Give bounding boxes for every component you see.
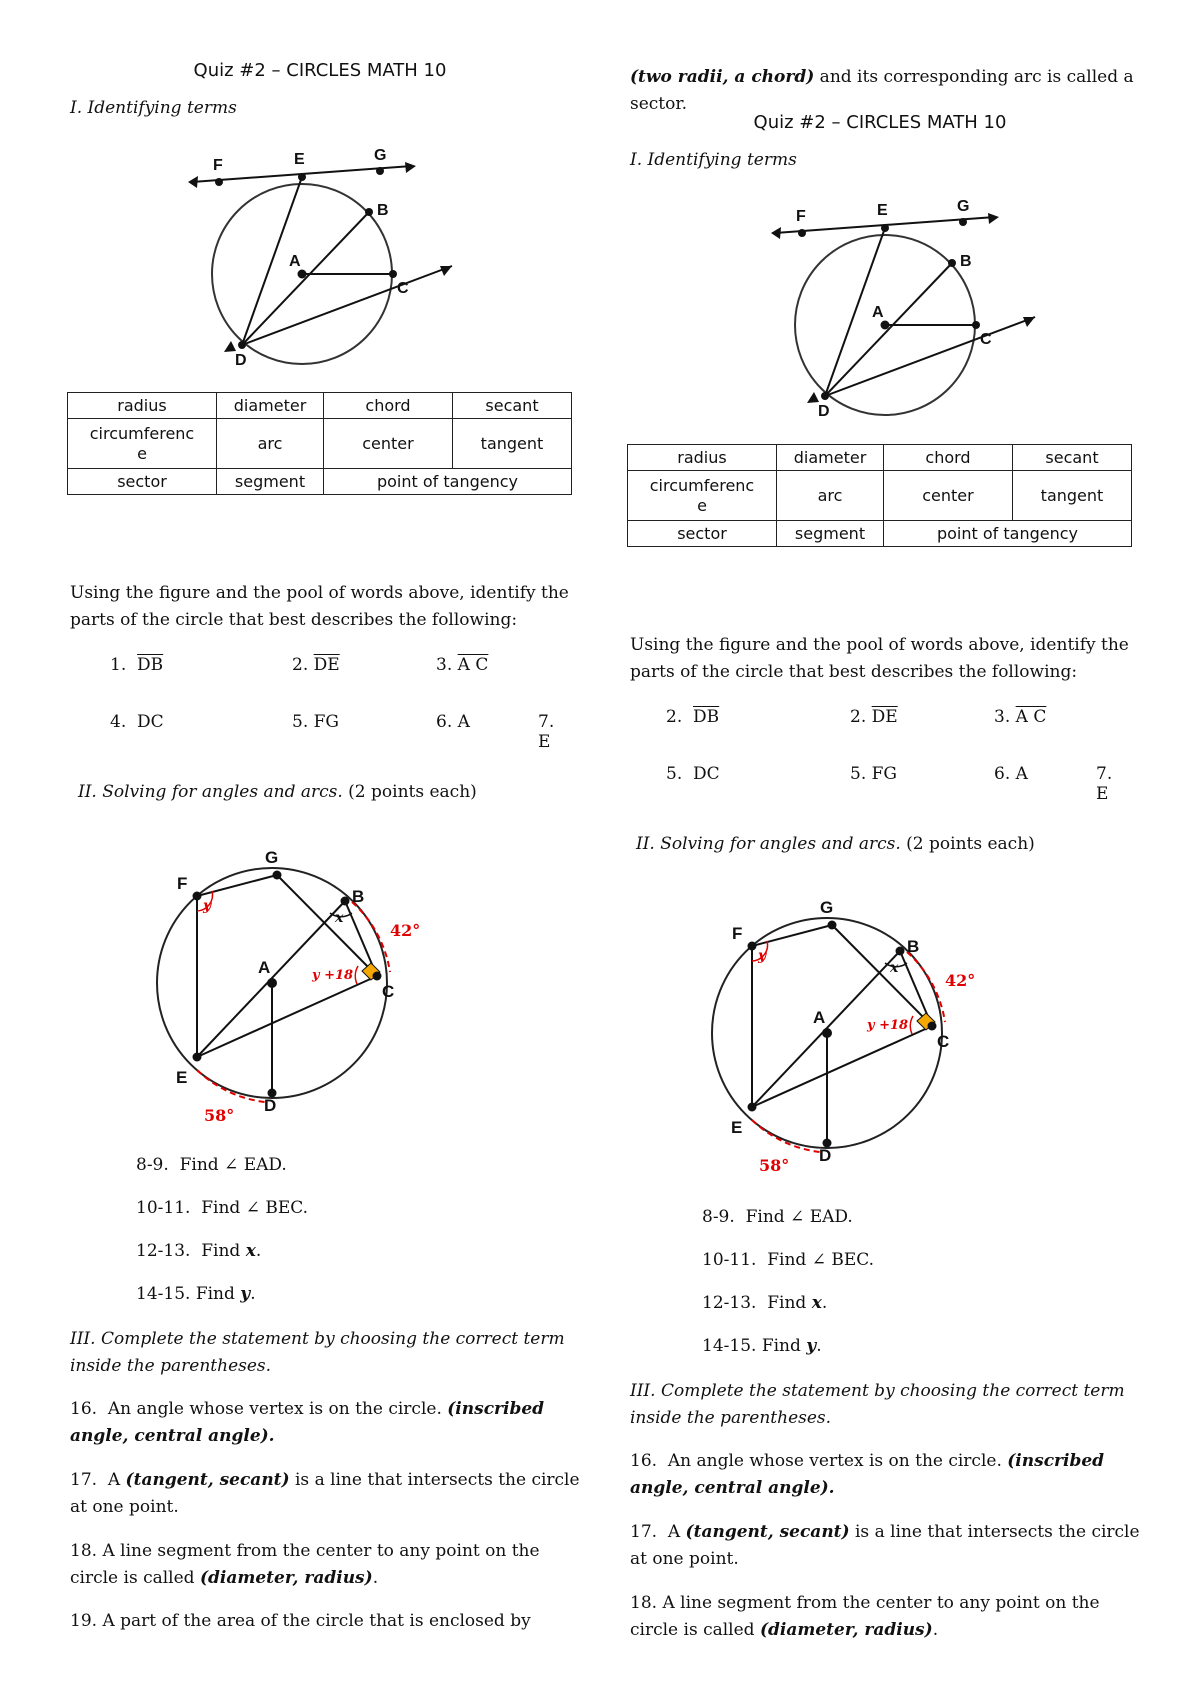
pool-word: segment (777, 521, 884, 547)
pool-word: secant (1013, 445, 1132, 471)
pool-word: chord (884, 445, 1013, 471)
fig1-label-f: F (213, 157, 223, 174)
circle-figure-2 (707, 868, 976, 1175)
fig2-label-f: F (177, 874, 188, 893)
question-17: 17. A (tangent, secant) is a line that intersects the circle at one point. (70, 1470, 580, 1517)
item-5: 5. FG (850, 764, 898, 784)
item-7: 7. E (1096, 764, 1113, 804)
pool-word: sector (628, 521, 777, 547)
question-19-continued: (two radii, a chord) and its corresponding arc is called a sector. (630, 67, 1134, 114)
item-6: 6. A (994, 764, 1028, 784)
fig1-label-f: F (796, 208, 806, 225)
word-pool-table (67, 392, 572, 495)
fig2-label-d: D (819, 1146, 832, 1165)
section-3-heading: III. Complete the statement by choosing the correct term inside the parentheses. (630, 1381, 1125, 1428)
fig2-label-e: E (176, 1068, 188, 1087)
fig1-label-c: C (397, 280, 409, 297)
item-5: 5. FG (292, 712, 340, 732)
problem-10-11: 10-11. Find ∠ BEC. (702, 1250, 875, 1270)
item-6: 6. A (436, 712, 470, 732)
question-18: 18. A line segment from the center to any point on the circle is called (diameter, radius). (630, 1593, 1100, 1640)
problem-14-15: 14-15. Find y. (136, 1284, 256, 1304)
pool-word: tangent (1013, 471, 1132, 521)
fig2-label-c: C (937, 1032, 950, 1051)
item-3: 3. A C (436, 655, 489, 675)
problem-12-13: 12-13. Find x. (702, 1293, 828, 1313)
fig1-label-d: D (818, 403, 830, 420)
pool-word: radius (68, 393, 217, 419)
fig2-label-e: E (731, 1118, 743, 1137)
fig1-label-c: C (980, 331, 992, 348)
fig2-label-c: C (382, 982, 395, 1001)
section-3-heading: III. Complete the statement by choosing the correct term inside the parentheses. (70, 1329, 565, 1376)
fig2-label-g: G (820, 898, 834, 917)
fig2-label-a: A (258, 958, 271, 977)
circle-figure-1 (202, 147, 472, 397)
fig1-label-g: G (957, 198, 970, 215)
fig1-label-e: E (294, 151, 305, 168)
arc-ed-measure: 58° (204, 1106, 235, 1125)
fig1-label-a: A (289, 253, 301, 270)
item-7: 7. E (538, 712, 555, 752)
question-18: 18. A line segment from the center to any point on the circle is called (diameter, radius). (70, 1541, 540, 1588)
angle-f-label: y (203, 898, 212, 914)
pool-word: point of tangency (884, 521, 1132, 547)
pool-word: tangent (453, 419, 572, 469)
question-16: 16. An angle whose vertex is on the circle. (inscribed angle, central angle). (70, 1399, 545, 1446)
pool-word: radius (628, 445, 777, 471)
fig1-label-b: B (377, 202, 389, 219)
item-2: 2. $\overline{DE}$ (292, 655, 340, 675)
item-3: 3. A C (994, 707, 1047, 727)
arc-bc-measure: 42° (945, 971, 976, 990)
section-2-heading: II. Solving for angles and arcs. (2 points each) (78, 782, 477, 802)
pool-word: center (324, 419, 453, 469)
arc-bc-measure: 42° (390, 921, 421, 940)
pool-word: center (884, 471, 1013, 521)
angle-b-label: x (335, 910, 344, 926)
quiz-title: Quiz #2 – CIRCLES MATH 10 (193, 60, 447, 81)
problem-8-9: 8-9. Find ∠ EAD. (702, 1207, 853, 1227)
pool-word: circumferenc e (68, 419, 217, 469)
section-1-heading: I. Identifying terms (70, 98, 237, 118)
quiz-title: Quiz #2 – CIRCLES MATH 10 (753, 112, 1007, 133)
section-1-heading: I. Identifying terms (630, 150, 797, 170)
circle-figure-1 (785, 198, 1055, 448)
pool-word: chord (324, 393, 453, 419)
item-1: 1. $\overline{DB}$ (110, 655, 164, 675)
item-2: 2. $\overline{DE}$ (850, 707, 898, 727)
fig2-label-g: G (265, 848, 279, 867)
fig2-label-a: A (813, 1008, 826, 1027)
fig1-label-a: A (872, 304, 884, 321)
word-pool-table (627, 444, 1132, 547)
fig2-label-b: B (907, 937, 920, 956)
pool-word: point of tangency (324, 469, 572, 495)
question-17: 17. A (tangent, secant) is a line that intersects the circle at one point. (630, 1522, 1140, 1569)
problem-12-13: 12-13. Find x. (136, 1241, 262, 1261)
item-4: 4. DC (110, 712, 164, 732)
angle-c-label: y +18 (312, 968, 354, 983)
fig1-label-d: D (235, 352, 247, 369)
pool-word: segment (217, 469, 324, 495)
fig2-label-b: B (352, 887, 365, 906)
question-16: 16. An angle whose vertex is on the circle. (inscribed angle, central angle). (630, 1451, 1105, 1498)
item-1: 2. $\overline{DB}$ (666, 707, 720, 727)
fig1-label-g: G (374, 147, 387, 164)
pool-word: diameter (777, 445, 884, 471)
pool-word: arc (777, 471, 884, 521)
circle-figure-2 (152, 818, 421, 1125)
pool-word: sector (68, 469, 217, 495)
arc-ed-measure: 58° (759, 1156, 790, 1175)
fig1-label-e: E (877, 202, 888, 219)
fig2-label-d: D (264, 1096, 277, 1115)
fig2-label-f: F (732, 924, 743, 943)
pool-word: circumferenc e (628, 471, 777, 521)
instructions-text: Using the figure and the pool of words above, identify the parts of the circle that best describes the following: (70, 583, 569, 630)
instructions-text: Using the figure and the pool of words above, identify the parts of the circle that best describes the following: (630, 635, 1129, 682)
quiz-left-column (70, 0, 580, 1696)
angle-f-label: y (758, 948, 767, 964)
section-2-heading: II. Solving for angles and arcs. (2 points each) (636, 834, 1035, 854)
angle-b-label: x (890, 960, 899, 976)
pool-word: diameter (217, 393, 324, 419)
pool-word: secant (453, 393, 572, 419)
fig1-label-b: B (960, 253, 972, 270)
pool-word: arc (217, 419, 324, 469)
item-4: 5. DC (666, 764, 720, 784)
problem-10-11: 10-11. Find ∠ BEC. (136, 1198, 309, 1218)
question-19: 19. A part of the area of the circle that is enclosed by (70, 1611, 531, 1631)
problem-8-9: 8-9. Find ∠ EAD. (136, 1155, 287, 1175)
quiz-right-column (630, 0, 1140, 1696)
angle-c-label: y +18 (867, 1018, 909, 1033)
problem-14-15: 14-15. Find y. (702, 1336, 822, 1356)
